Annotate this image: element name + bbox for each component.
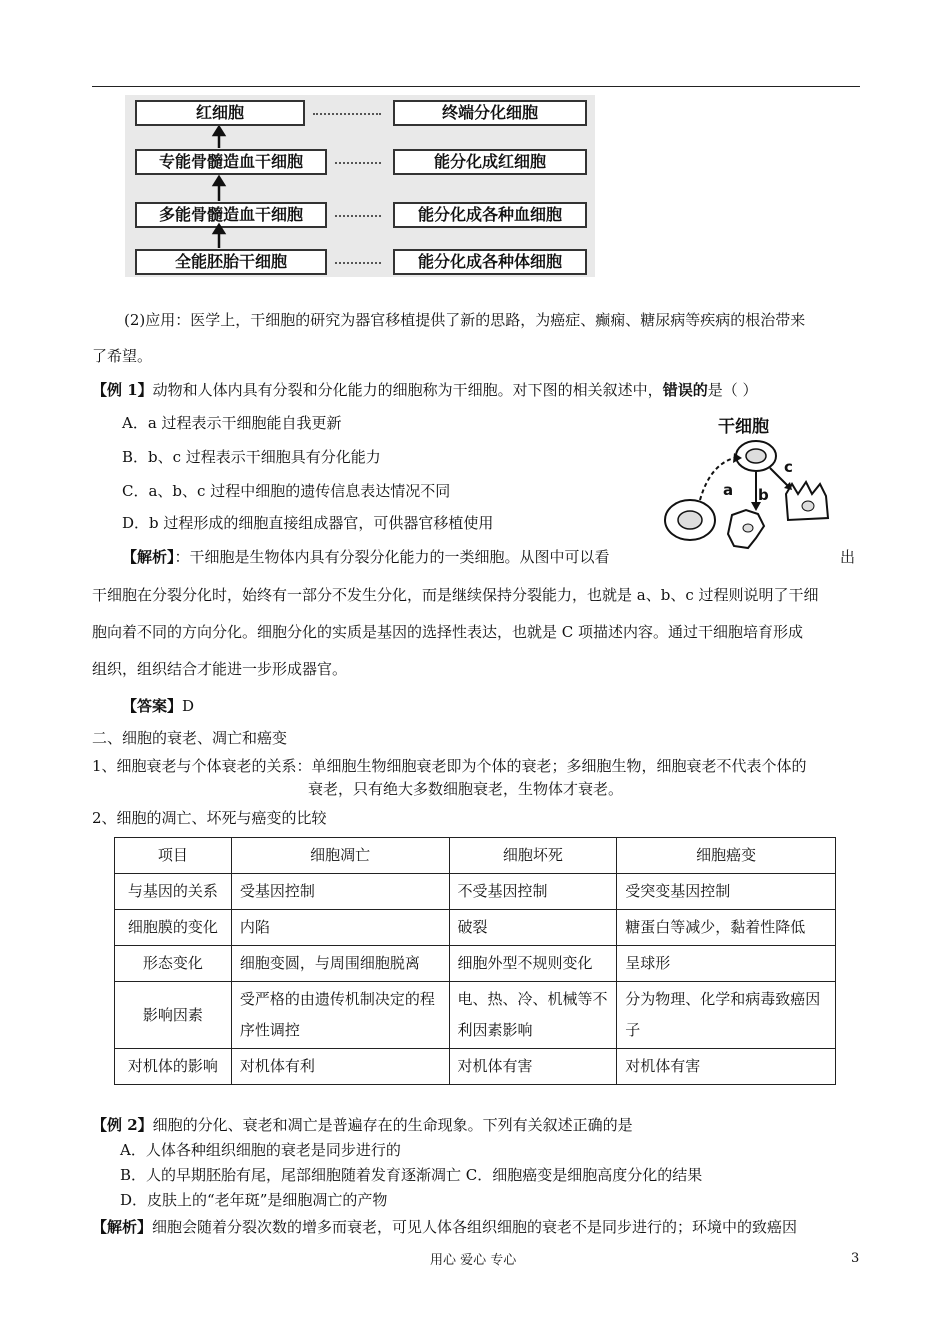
example2-question [92, 1115, 633, 1135]
application-line-2: 了希望。 [92, 347, 153, 365]
table-cell: 内陷 [231, 910, 449, 946]
table-row-label: 形态变化 [115, 946, 232, 982]
example1-question-text: 动物和人体内具有分裂和分化能力的细胞称为干细胞。对下图的相关叙述中， [152, 381, 663, 399]
diagram-arrows [211, 126, 227, 250]
example1-tag: 【例 1】 [92, 381, 153, 399]
example1-option-b: B．b、c 过程表示干细胞具有分化能力 [122, 448, 381, 466]
diagram-dotted-link [335, 162, 381, 164]
example1-question [92, 380, 757, 400]
table-header-cell: 细胞凋亡 [231, 838, 449, 874]
table-cell: 呈球形 [617, 946, 836, 982]
diagram-right-box: 能分化成红细胞 [393, 149, 587, 175]
table-cell: 受基因控制 [231, 874, 449, 910]
answer-value: D [182, 697, 195, 715]
example2-analysis-text: 细胞会随着分裂次数的增多而衰老，可见人体各组织细胞的衰老不是同步进行的；环境中的致癌因 [152, 1218, 798, 1236]
example1-option-c: C．a、b、c 过程中细胞的遗传信息表达情况不同 [122, 482, 451, 500]
table-cell: 糖蛋白等减少，黏着性降低 [617, 910, 836, 946]
example1-answer [122, 696, 194, 716]
table-row-label: 对机体的影响 [115, 1049, 232, 1085]
table-cell: 受突变基因控制 [617, 874, 836, 910]
diagram-dotted-link [313, 113, 381, 115]
table-cell: 细胞外型不规则变化 [449, 946, 617, 982]
table-row [115, 1049, 836, 1085]
table-header-cell: 项目 [115, 838, 232, 874]
figure-label-a: a [723, 481, 734, 499]
header-rule [92, 86, 860, 87]
application-line-1: (2)应用：医学上，干细胞的研究为器官移植提供了新的思路，为癌症、癫痫、糖尿病等疾病的根治带来 [124, 311, 806, 329]
diagram-left-box: 全能胚胎干细胞 [135, 249, 327, 275]
table-row [115, 982, 836, 1049]
diagram-dotted-link [335, 215, 381, 217]
figure-label-c: c [784, 458, 793, 476]
example1-analysis-4: 组织，组织结合才能进一步形成器官。 [92, 660, 348, 678]
table-row-label: 影响因素 [115, 982, 232, 1049]
table-row-label: 细胞膜的变化 [115, 910, 232, 946]
example1-analysis-3: 胞向着不同的方向分化。细胞分化的实质是基因的选择性表达，也就是 C 项描述内容。通过干细胞培育形成 [92, 623, 804, 641]
figure-title: 干细胞 [718, 417, 769, 437]
example1-analysis-2: 干细胞在分裂分化时，始终有一部分不发生分化，而是继续保持分裂能力，也就是 a、b、c 过程则说明了干细 [92, 586, 819, 604]
example2-analysis [92, 1217, 797, 1237]
table-row [115, 946, 836, 982]
example1-option-a: A．a 过程表示干细胞能自我更新 [122, 414, 342, 432]
example2-option-d: D．皮肤上的“老年斑”是细胞凋亡的产物 [120, 1191, 388, 1209]
table-row [115, 910, 836, 946]
diagram-right-box: 能分化成各种血细胞 [393, 202, 587, 228]
stem-cell-hierarchy-diagram [125, 95, 595, 277]
diagram-left-box: 专能骨髓造血干细胞 [135, 149, 327, 175]
table-cell: 细胞变圆，与周围细胞脱离 [231, 946, 449, 982]
section2-point1-line1: 1、细胞衰老与个体衰老的关系：单细胞生物细胞衰老即为个体的衰老；多细胞生物，细胞衰老不代表个体的 [92, 757, 807, 775]
example1-emphasis: 错误的 [662, 381, 708, 399]
page-number: 3 [851, 1251, 860, 1266]
example2-analysis-tag: 【解析】 [92, 1218, 153, 1236]
example2-question-text: 细胞的分化、衰老和凋亡是普遍存在的生命现象。下列有关叙述正确的是 [152, 1116, 633, 1134]
diagram-left-box: 红细胞 [135, 100, 305, 126]
section2-point1-line2: 衰老，只有绝大多数细胞衰老，生物体才衰老。 [308, 780, 624, 798]
table-cell: 分为物理、化学和病毒致癌因子 [617, 982, 836, 1049]
table-cell: 不受基因控制 [449, 874, 617, 910]
table-cell: 破裂 [449, 910, 617, 946]
table-cell: 对机体有害 [449, 1049, 617, 1085]
figure-label-b: b [758, 486, 769, 504]
table-row [115, 874, 836, 910]
table-cell: 对机体有害 [617, 1049, 836, 1085]
example1-question-end: 是（ ） [707, 381, 758, 399]
table-header-cell: 细胞坏死 [449, 838, 617, 874]
table-cell: 对机体有利 [231, 1049, 449, 1085]
diagram-left-box: 多能骨髓造血干细胞 [135, 202, 327, 228]
footer-motto: 用心 爱心 专心 [430, 1253, 517, 1268]
example1-analysis-1 [122, 547, 610, 567]
section2-heading: 二、细胞的衰老、凋亡和癌变 [92, 729, 288, 747]
section2-point2: 2、细胞的凋亡、坏死与癌变的比较 [92, 809, 327, 827]
example2-tag: 【例 2】 [92, 1116, 153, 1134]
analysis-tag: 【解析】 [122, 548, 175, 566]
example1-option-d: D．b 过程形成的细胞直接组成器官，可供器官移植使用 [122, 514, 494, 532]
example1-analysis-1-end: 出 [840, 548, 856, 566]
example2-option-a: A．人体各种组织细胞的衰老是同步进行的 [120, 1141, 401, 1159]
comparison-table [114, 837, 836, 1085]
example2-option-bc: B．人的早期胚胎有尾，尾部细胞随着发育逐渐凋亡 C．细胞癌变是细胞高度分化的结果 [120, 1166, 703, 1184]
diagram-dotted-link [335, 262, 381, 264]
table-header-row [115, 838, 836, 874]
diagram-right-box: 终端分化细胞 [393, 100, 587, 126]
table-cell: 电、热、冷、机械等不利因素影响 [449, 982, 617, 1049]
answer-tag: 【答案】 [122, 697, 183, 715]
analysis-text: ：干细胞是生物体内具有分裂分化能力的一类细胞。从图中可以看 [174, 548, 610, 566]
diagram-right-box: 能分化成各种体细胞 [393, 249, 587, 275]
stem-cell-figure [660, 410, 845, 555]
table-cell: 受严格的由遗传机制决定的程序性调控 [231, 982, 449, 1049]
table-header-cell: 细胞癌变 [617, 838, 836, 874]
table-row-label: 与基因的关系 [115, 874, 232, 910]
